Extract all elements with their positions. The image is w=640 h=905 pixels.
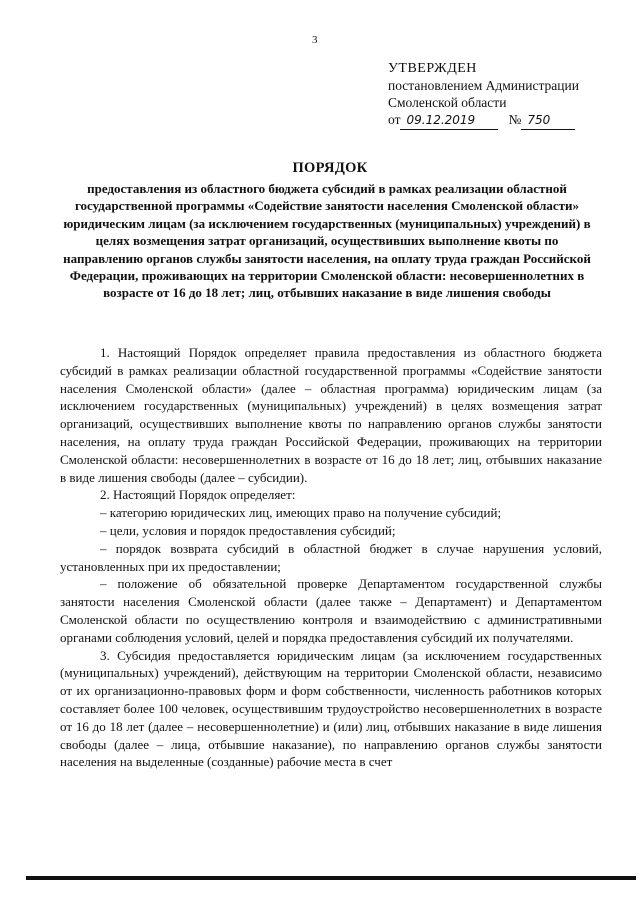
document-body xyxy=(60,344,602,771)
from-label: от xyxy=(388,112,401,127)
list-item-1: – категорию юридических лиц, имеющих право на получение субсидий; xyxy=(100,505,502,521)
document-title: ПОРЯДОК xyxy=(292,160,368,176)
list-item-2: – цели, условия и порядок предоставления субсидий; xyxy=(100,522,396,538)
paragraph-1: 1. Настоящий Порядок определяет правила предоставления из областного бюджета субсидий в рамках реализации областной государственной программы «Содействие занятости населения Смоленской области» (далее – областная программа) юридическим лицам (за исключением государственных (муниципальных) учреждений) в целях возмещения затрат организаций, осуществивших выполнение квоты по направлению органов службы занятости населения, на оплату труда граждан Российской Федерации, проживающих на территории Смоленской области: несовершеннолетних в возрасте от 16 до 18 лет; лиц, отбывших наказание в виде лишения свободы (далее – субсидии). xyxy=(60,345,602,485)
paragraph-3: 3. Субсидия предоставляется юридическим лицам (за исключением государственных (муниципальных) учреждений), действующим на территории Смоленской области, независимо от их организационно-правовых форм и форм собственности, численность работников которых составляет более 100 человек, осуществившим трудоустройство несовершеннолетних в возрасте от 16 до 18 лет (далее – несовершеннолетние) и (или) лиц, отбывших наказание в виде лишения свободы (далее – лица, отбывшие наказание), по направлению органов службы занятости населения на выделенные (созданные) рабочие места в счет xyxy=(60,647,602,770)
page-number: 3 xyxy=(312,34,318,46)
approved-heading: УТВЕРЖДЕН xyxy=(388,61,477,76)
approval-line-1: постановлением Администрации xyxy=(388,78,579,93)
list-item-4: – положение об обязательной проверке Департаментом государственной службы занятости населения Смоленской области (далее также – Департамент) и Департаментом Смоленской области по осуществлению контроля и взаимодействию с административными органами соблюдения условий, целей и порядка предоставления субсидий их получателями. xyxy=(60,576,602,645)
approval-date-line xyxy=(388,111,628,130)
number-label: № xyxy=(508,112,522,127)
approval-line-2: Смоленской области xyxy=(388,95,507,110)
handwritten-number: 750 xyxy=(521,112,575,130)
approval-stamp-block xyxy=(388,60,628,130)
handwritten-date: 09.12.2019 xyxy=(400,112,498,130)
list-item-3: – порядок возврата субсидий в областной бюджет в случае нарушения условий, установленных при их предоставлении; xyxy=(60,540,602,574)
scan-edge-bar xyxy=(26,876,636,880)
paragraph-2: 2. Настоящий Порядок определяет: xyxy=(100,487,296,503)
document-subtitle: предоставления из областного бюджета субсидий в рамках реализации областной государственной программы «Содействие занятости населения Смоленской области» юридическим лицам (за исключением государственных (муниципальных) учреждений) в целях возмещения затрат организаций, осуществивших выполнение квоты по направлению органов службы занятости населения, на оплату труда граждан Российской Федерации, проживающих на территории Смоленской области: несовершеннолетних в возрасте от 16 до 18 лет; лиц, отбывших наказание в виде лишения свободы xyxy=(63,181,591,301)
